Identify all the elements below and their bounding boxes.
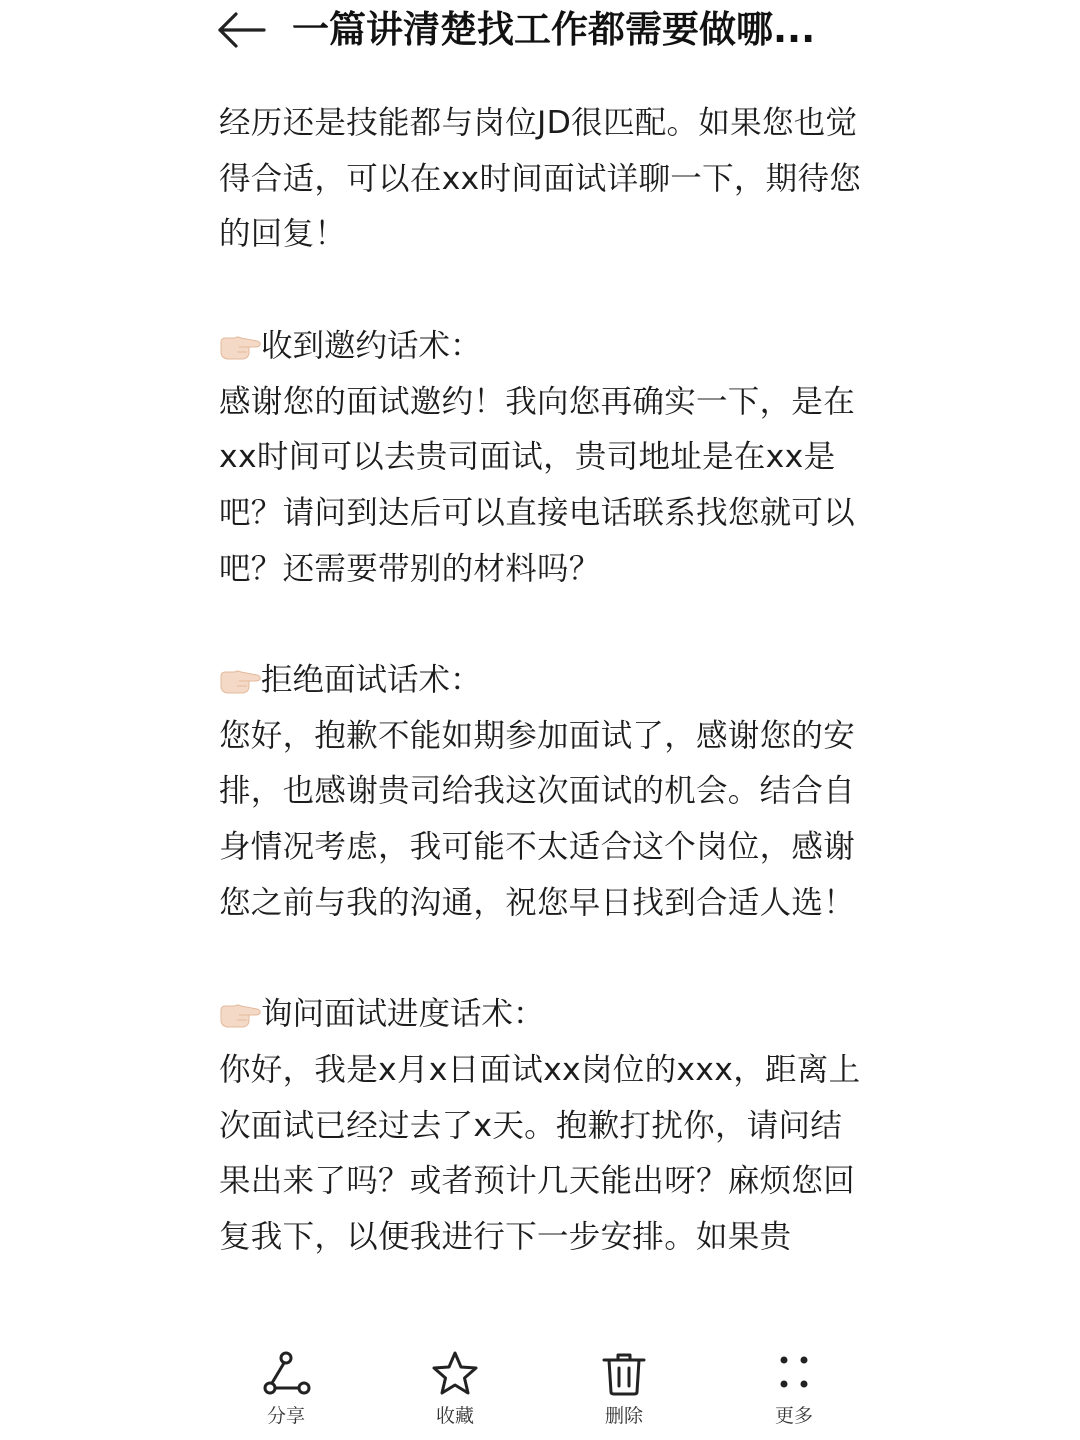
- delete-button[interactable]: [574, 1350, 674, 1440]
- star-icon: [429, 1350, 481, 1398]
- favorite-button[interactable]: [405, 1350, 505, 1440]
- share-button[interactable]: [236, 1350, 336, 1440]
- pointing-hand-icon: [219, 666, 261, 696]
- more-label: 更多: [774, 1405, 813, 1427]
- more-button[interactable]: [744, 1350, 844, 1440]
- section-heading-label: 收到邀约话术：: [261, 327, 482, 364]
- pointing-hand-icon: [219, 1000, 261, 1030]
- page-title: 一篇讲清楚找工作都需要做哪...: [292, 8, 816, 51]
- section-decline-interview: [219, 653, 869, 932]
- section-heading: [219, 987, 869, 1043]
- section-heading: [219, 319, 869, 375]
- section-heading-label: 询问面试进度话术：: [261, 996, 545, 1033]
- top-bar: [0, 0, 1080, 64]
- share-label: 分享: [266, 1405, 305, 1427]
- more-dots-icon: [768, 1350, 820, 1398]
- section-heading: [219, 653, 869, 709]
- section-body: 感谢您的面试邀约！我向您再确实一下，是在xx时间可以去贵司面试，贵司地址是在xx是吧？请问到达后可以直接电话联系找您就可以吧？还需要带别的材料吗？: [219, 383, 856, 587]
- section-ask-progress: [219, 987, 869, 1266]
- back-arrow-icon: [214, 8, 270, 52]
- share-icon: [260, 1350, 312, 1398]
- pointing-hand-icon: [219, 332, 261, 362]
- section-accept-invitation: [219, 319, 869, 598]
- section-heading-label: 拒绝面试话术：: [261, 662, 482, 698]
- delete-label: 删除: [604, 1405, 643, 1427]
- favorite-label: 收藏: [435, 1405, 474, 1427]
- article-content: [219, 96, 869, 1336]
- section-body: 您好，抱歉不能如期参加面试了，感谢您的安排，也感谢贵司给我这次面试的机会。结合自身情况考虑，我可能不太适合这个岗位，感谢您之前与我的沟通，祝您早日找到合适人选！: [219, 717, 856, 921]
- section-body: 你好，我是x月x日面试xx岗位的xxx，距离上次面试已经过去了x天。抱歉打扰你，请问结果出来了吗？或者预计几天能出呀？麻烦您回复我下，以便我进行下一步安排。如果贵: [219, 1051, 861, 1256]
- back-button[interactable]: [214, 8, 270, 52]
- intro-paragraph: 经历还是技能都与岗位JD很匹配。如果您也觉得合适，可以在xx时间面试详聊一下，期待您的回复！: [219, 105, 862, 253]
- trash-icon: [598, 1350, 650, 1398]
- bottom-toolbar: [0, 1340, 1080, 1440]
